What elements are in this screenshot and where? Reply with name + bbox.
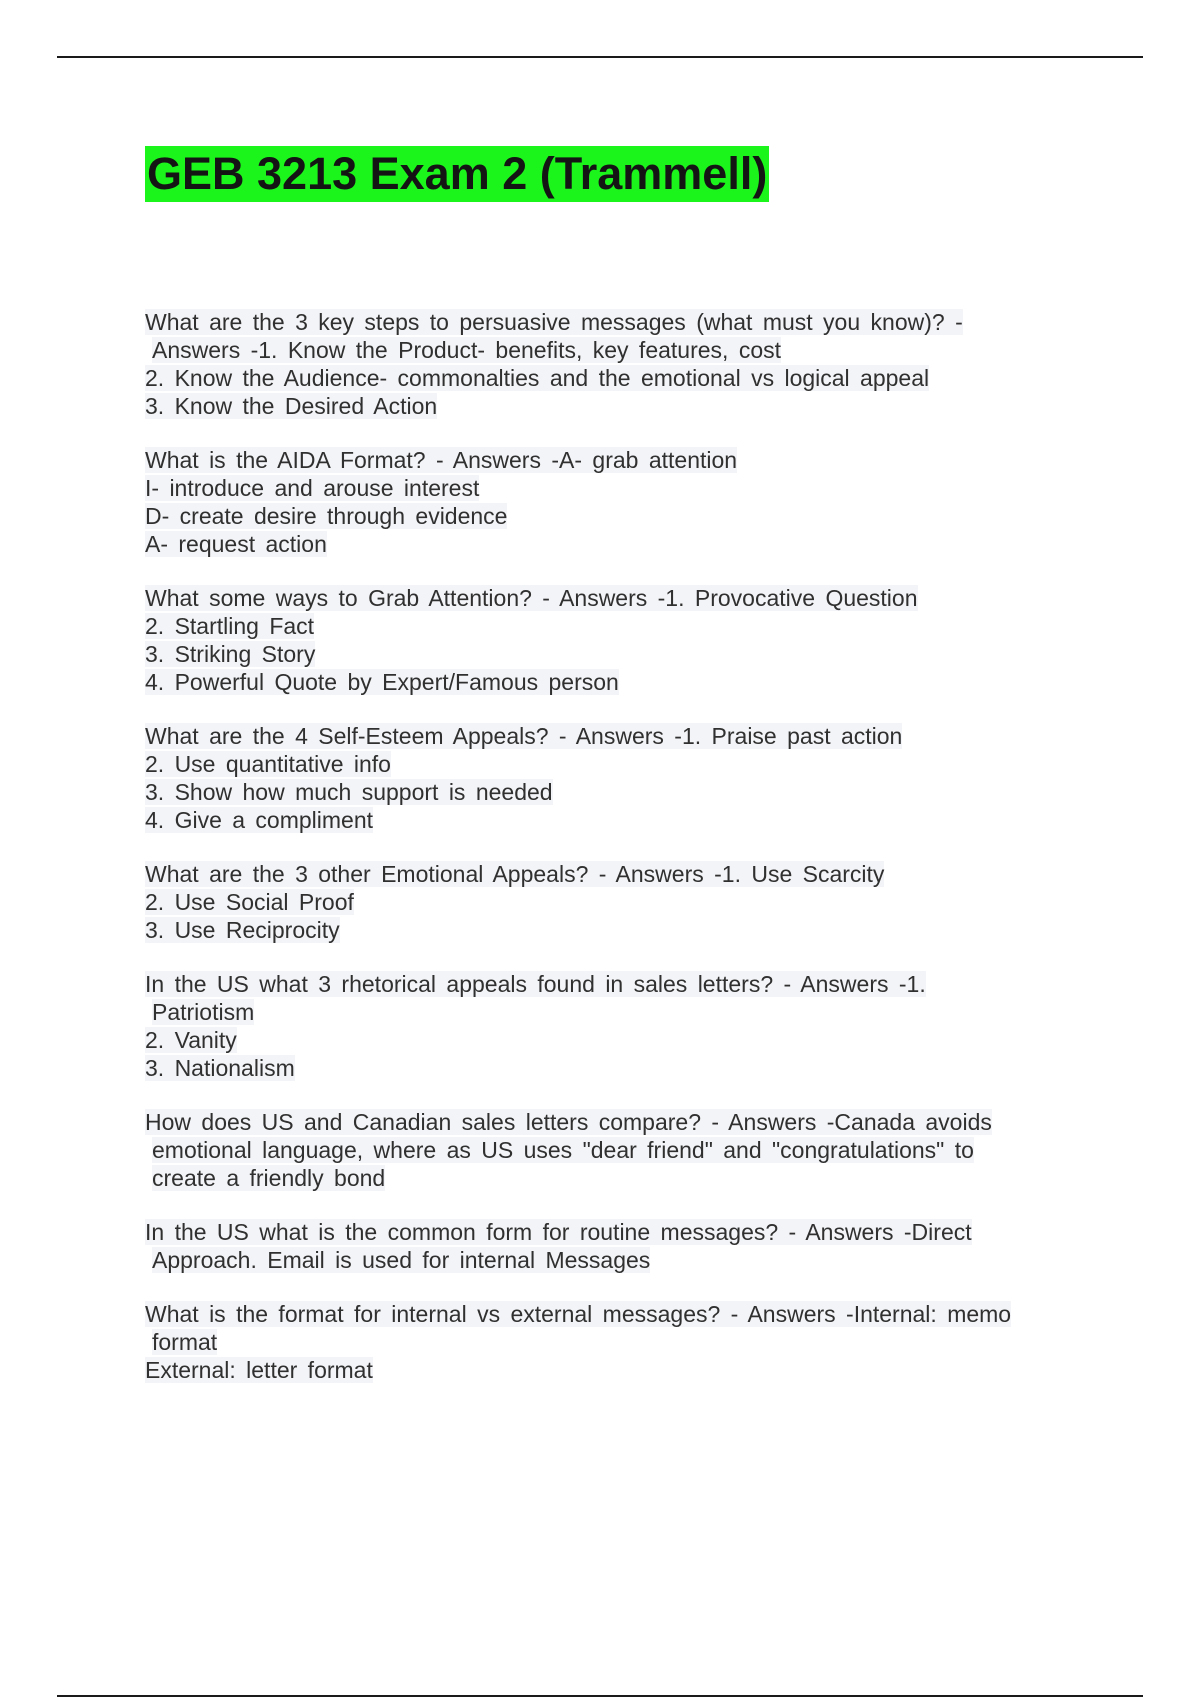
line-text: A- request action [145,531,327,557]
document-body [145,308,1090,1410]
document-title: GEB 3213 Exam 2 (Trammell) [145,146,769,202]
line-text: In the US what 3 rhetorical appeals found in sales letters? - Answers -1. [145,971,926,997]
line-text: 4. Powerful Quote by Expert/Famous person [145,669,619,695]
qa-item [145,584,1090,696]
line-text: What is the format for internal vs external messages? - Answers -Internal: memo [145,1301,1012,1327]
answer-line [145,806,1090,834]
answer-line [145,474,1090,502]
line-text: 3. Nationalism [145,1055,295,1081]
line-text: What is the AIDA Format? - Answers -A- grab attention [145,447,738,473]
line-text: create a friendly bond [152,1165,386,1191]
answer-line [145,1356,1090,1384]
line-text: Patriotism [152,999,255,1025]
line-text: In the US what is the common form for routine messages? - Answers -Direct [145,1219,972,1245]
line-text: 2. Use quantitative info [145,751,391,777]
answer-line [145,530,1090,558]
line-text: 2. Vanity [145,1027,237,1053]
answer-line [145,668,1090,696]
line-text: What are the 3 other Emotional Appeals? - Answers -1. Use Scarcity [145,861,885,887]
line-text: External: letter format [145,1357,373,1383]
question-line [145,860,1090,888]
line-text: I- introduce and arouse interest [145,475,480,501]
line-text: Answers -1. Know the Product- benefits, key features, cost [152,337,782,363]
qa-item [145,1218,1090,1274]
qa-item [145,446,1090,558]
qa-item [145,1108,1090,1192]
answer-line [145,1328,1090,1356]
answer-line [145,612,1090,640]
question-line [145,308,1090,336]
question-line [145,1218,1090,1246]
question-line [145,584,1090,612]
answer-line [145,888,1090,916]
answer-line [145,392,1090,420]
question-line [145,722,1090,750]
line-text: 3. Striking Story [145,641,316,667]
question-line [145,970,1090,998]
question-line [145,1108,1090,1136]
line-text: 2. Startling Fact [145,613,315,639]
line-text: 2. Know the Audience- commonalties and the emotional vs logical appeal [145,365,930,391]
answer-line [145,1026,1090,1054]
answer-line [145,1054,1090,1082]
line-text: What some ways to Grab Attention? - Answers -1. Provocative Question [145,585,918,611]
line-text: What are the 4 Self-Esteem Appeals? - Answers -1. Praise past action [145,723,903,749]
answer-line [145,998,1090,1026]
answer-line [145,1164,1090,1192]
line-text: 2. Use Social Proof [145,889,354,915]
qa-item [145,970,1090,1082]
qa-item [145,860,1090,944]
answer-line [145,1136,1090,1164]
qa-item [145,1300,1090,1384]
question-line [145,446,1090,474]
qa-item [145,308,1090,420]
line-text: 4. Give a compliment [145,807,374,833]
line-text: Approach. Email is used for internal Messages [152,1247,651,1273]
line-text: What are the 3 key steps to persuasive messages (what must you know)? - [145,309,963,335]
answer-line [145,778,1090,806]
qa-item [145,722,1090,834]
line-text: 3. Show how much support is needed [145,779,553,805]
answer-line [145,640,1090,668]
answer-line [145,916,1090,944]
answer-line [145,364,1090,392]
answer-line [145,750,1090,778]
answer-line [145,336,1090,364]
line-text: emotional language, where as US uses "dear friend" and "congratulations" to [152,1137,974,1163]
line-text: format [152,1329,218,1355]
answer-line [145,1246,1090,1274]
question-line [145,1300,1090,1328]
top-rule [57,56,1143,58]
bottom-rule [57,1695,1143,1697]
line-text: 3. Use Reciprocity [145,917,340,943]
line-text: 3. Know the Desired Action [145,393,438,419]
line-text: How does US and Canadian sales letters compare? - Answers -Canada avoids [145,1109,992,1135]
line-text: D- create desire through evidence [145,503,508,529]
answer-line [145,502,1090,530]
